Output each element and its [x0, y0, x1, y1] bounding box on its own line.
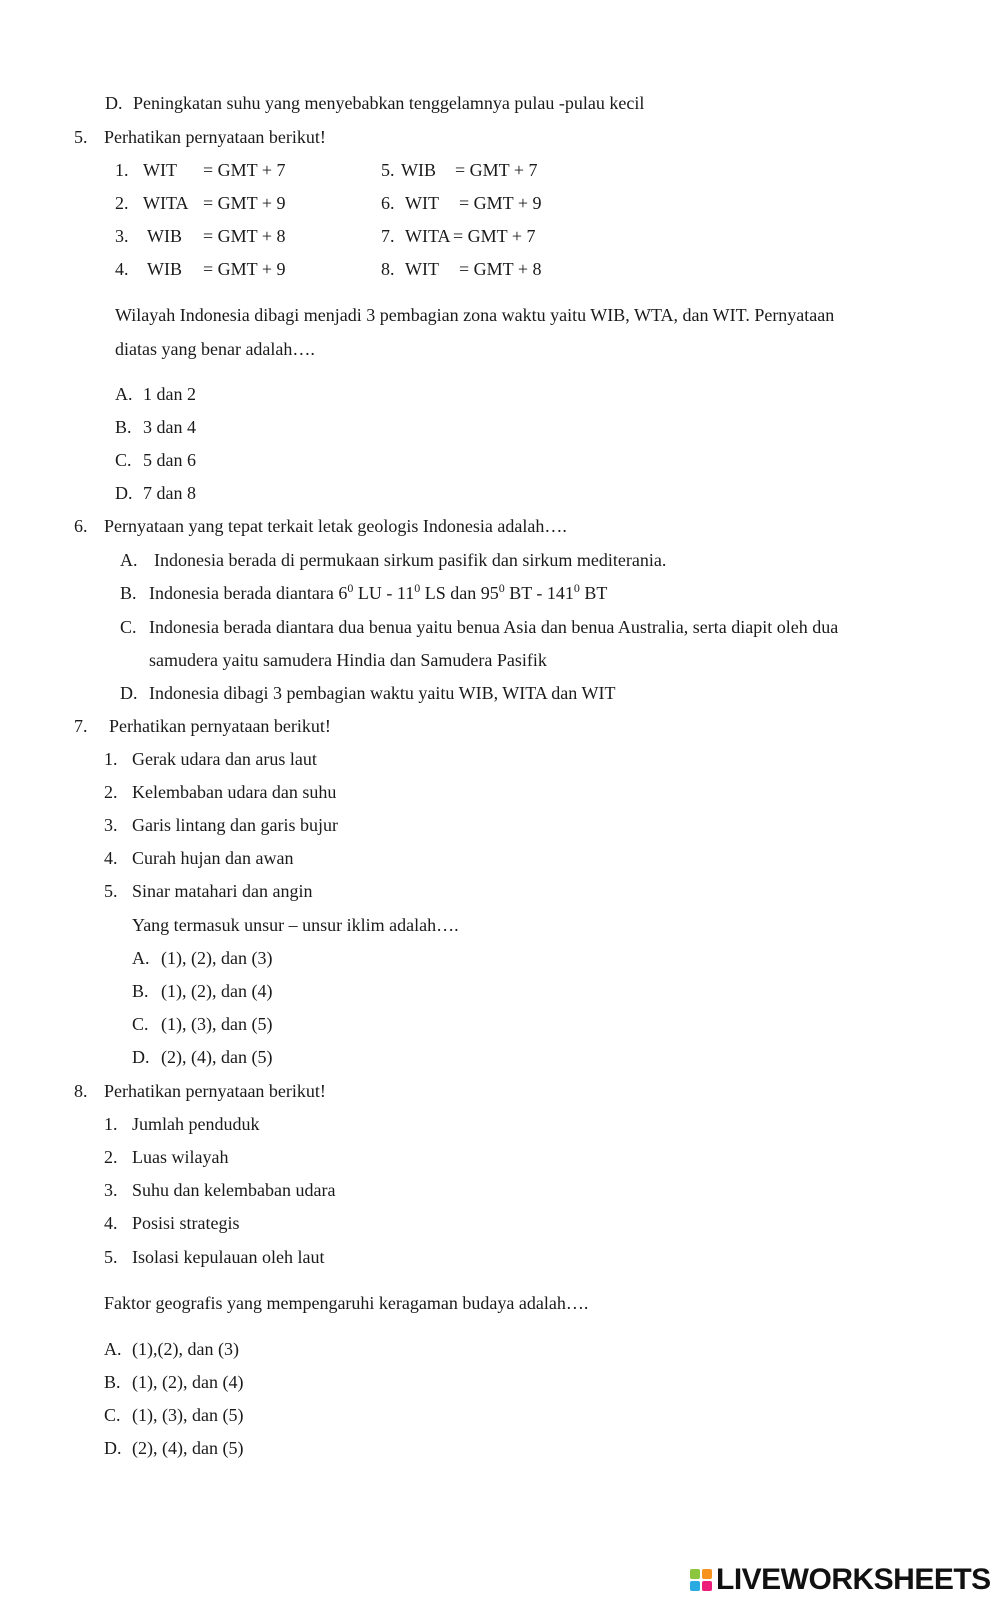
option-text: 3 dan 4	[143, 417, 196, 437]
q8-item-2: 2. Luas wilayah	[104, 1147, 229, 1167]
q6-option-c-line2: samudera yaitu samudera Hindia dan Samudera Pasifik	[149, 650, 547, 670]
option-label: C.	[104, 1405, 121, 1425]
q5-zone-4: 4. WIB = GMT + 9	[115, 259, 286, 279]
q8-item-5: 5. Isolasi kepulauan oleh laut	[104, 1247, 325, 1267]
option-text: Peningkatan suhu yang menyebabkan tenggelamnya pulau -pulau kecil	[133, 93, 645, 113]
q5-option-a	[115, 383, 196, 405]
option-text: (1), (2), dan (3)	[161, 948, 273, 968]
q7-option-a	[132, 947, 272, 969]
q7-item-3: 3. Garis lintang dan garis bujur	[104, 815, 338, 835]
option-text: 1 dan 2	[143, 384, 196, 404]
question-number: 7.	[74, 716, 88, 736]
q5-zone-1: 1. WIT = GMT + 7	[115, 160, 286, 180]
question-prompt: Pernyataan yang tepat terkait letak geologis Indonesia adalah….	[104, 516, 567, 536]
q5-zone-2: 2. WITA = GMT + 9	[115, 193, 286, 213]
q7-option-b	[132, 980, 272, 1002]
option-text: (2), (4), dan (5)	[161, 1047, 273, 1067]
q4-option-d	[105, 92, 644, 114]
q6-option-c	[120, 616, 838, 638]
q6-option-d	[120, 682, 615, 704]
option-text: 5 dan 6	[143, 450, 196, 470]
option-label: D.	[115, 483, 133, 503]
q8-option-d	[104, 1437, 243, 1459]
option-label: A.	[132, 948, 150, 968]
option-text: (1), (3), dan (5)	[132, 1405, 244, 1425]
option-label: D.	[120, 683, 138, 703]
q5-stem-line1: Wilayah Indonesia dibagi menjadi 3 pembagian zona waktu yaitu WIB, WTA, dan WIT. Pernyataan	[115, 305, 835, 325]
logo-square-pink	[702, 1581, 712, 1591]
option-label: D.	[132, 1047, 150, 1067]
option-text: Indonesia berada di permukaan sirkum pasifik dan sirkum mediterania.	[154, 550, 667, 570]
q8-stem: Faktor geografis yang mempengaruhi keragaman budaya adalah….	[104, 1293, 589, 1313]
option-label: A.	[115, 384, 133, 404]
option-text: Indonesia dibagi 3 pembagian waktu yaitu WIB, WITA dan WIT	[149, 683, 616, 703]
q5-zone-7: 7. WITA = GMT + 7	[381, 226, 536, 246]
option-label: B.	[132, 981, 149, 1001]
q8-item-4: 4. Posisi strategis	[104, 1213, 240, 1233]
option-label: C.	[115, 450, 132, 470]
option-text: (2), (4), dan (5)	[132, 1438, 244, 1458]
question-prompt: Perhatikan pernyataan berikut!	[109, 716, 331, 736]
q8-option-a	[104, 1338, 239, 1360]
option-label: A.	[120, 550, 138, 570]
option-label: C.	[120, 617, 137, 637]
q5-zone-5: 5. WIB = GMT + 7	[381, 160, 538, 180]
q5-stem-line2: diatas yang benar adalah….	[115, 339, 315, 359]
q8-option-c	[104, 1404, 243, 1426]
q6-option-b: B. Indonesia berada diantara $6^0$ LU - $11^0$ LS dan $95^0$ BT - $141^0$ BT	[120, 581, 608, 603]
option-text-line1: Indonesia berada diantara dua benua yaitu benua Asia dan benua Australia, serta diapit oleh dua	[149, 617, 839, 637]
q5-header	[74, 126, 326, 148]
question-number: 6.	[74, 516, 88, 536]
option-text: (1), (3), dan (5)	[161, 1014, 273, 1034]
logo-square-blue	[690, 1581, 700, 1591]
q8-option-b	[104, 1371, 243, 1393]
option-label: B.	[120, 583, 137, 603]
q8-item-1: 1. Jumlah penduduk	[104, 1114, 260, 1134]
q5-option-b	[115, 416, 196, 438]
q5-option-c	[115, 449, 196, 471]
logo-square-orange	[702, 1569, 712, 1579]
question-prompt: Perhatikan pernyataan berikut!	[104, 1081, 326, 1101]
option-label: D.	[104, 1438, 122, 1458]
liveworksheets-wordmark: LIVEWORKSHEETS	[716, 1563, 991, 1596]
q5-zone-8: 8. WIT = GMT + 8	[381, 259, 542, 279]
q7-option-c	[132, 1013, 272, 1035]
question-prompt: Perhatikan pernyataan berikut!	[104, 127, 326, 147]
q6-header	[74, 515, 567, 537]
option-label: D.	[105, 93, 123, 113]
option-label: A.	[104, 1339, 122, 1359]
q5-zone-3: 3. WIB = GMT + 8	[115, 226, 286, 246]
q7-option-d	[132, 1046, 272, 1068]
option-text: (1),(2), dan (3)	[132, 1339, 239, 1359]
q5-option-d	[115, 482, 196, 504]
option-label: B.	[104, 1372, 121, 1392]
q7-item-2: 2. Kelembaban udara dan suhu	[104, 782, 337, 802]
q7-item-1: 1. Gerak udara dan arus laut	[104, 749, 317, 769]
option-label: C.	[132, 1014, 149, 1034]
q8-item-3: 3. Suhu dan kelembaban udara	[104, 1180, 336, 1200]
question-number: 5.	[74, 127, 88, 147]
question-number: 8.	[74, 1081, 88, 1101]
logo-square-green	[690, 1569, 700, 1579]
q7-item-4: 4. Curah hujan dan awan	[104, 848, 294, 868]
liveworksheets-logo-icon	[690, 1569, 712, 1591]
q7-stem: Yang termasuk unsur – unsur iklim adalah….	[132, 915, 459, 935]
q5-zone-6: 6. WIT = GMT + 9	[381, 193, 542, 213]
option-text: (1), (2), dan (4)	[161, 981, 273, 1001]
q8-header	[74, 1080, 326, 1102]
option-label: B.	[115, 417, 132, 437]
liveworksheets-logo	[690, 1562, 991, 1598]
q7-header	[74, 715, 331, 737]
q7-item-5: 5. Sinar matahari dan angin	[104, 881, 313, 901]
option-text: (1), (2), dan (4)	[132, 1372, 244, 1392]
q6-option-a	[120, 549, 666, 571]
option-text: 7 dan 8	[143, 483, 196, 503]
